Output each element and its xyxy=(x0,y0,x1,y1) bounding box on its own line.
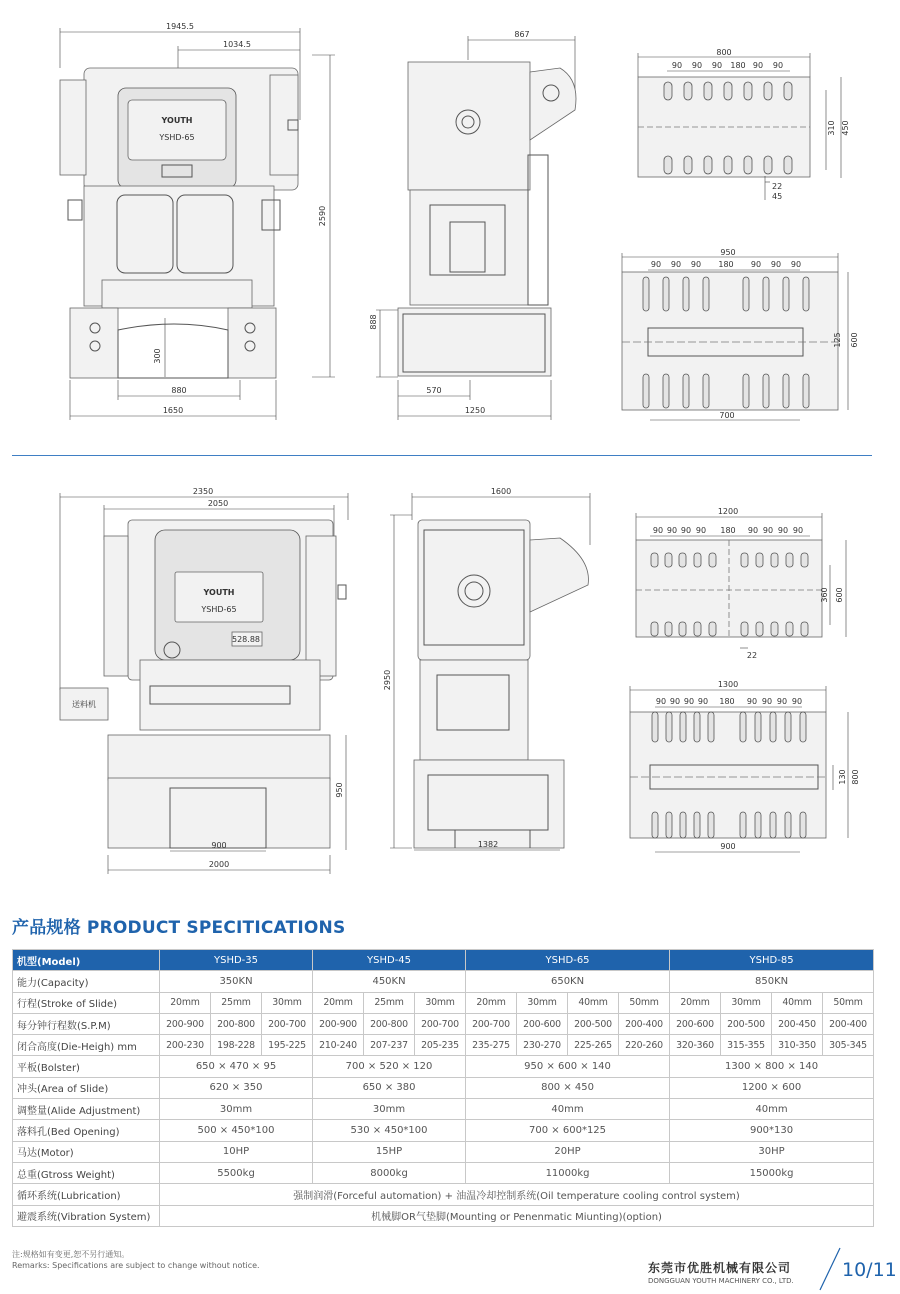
company-name-cn: 东莞市优胜机械有限公司 xyxy=(648,1261,792,1275)
spec-cell: 15000kg xyxy=(670,1162,874,1183)
spec-cell: 1300 × 800 × 140 xyxy=(670,1056,874,1077)
dim-label: 90 xyxy=(691,61,703,70)
dim-label: 600 xyxy=(850,332,859,348)
dim-label: 90 xyxy=(776,697,788,706)
nameplate-model: YSHD-65 xyxy=(201,605,237,614)
spec-row xyxy=(13,1120,874,1141)
company-name-en: DONGGUAN YOUTH MACHINERY CO., LTD. xyxy=(648,1277,794,1285)
spec-cell: 30mm xyxy=(313,1099,466,1120)
spec-table xyxy=(12,949,874,1227)
spec-row-label: 冲头(Area of Slide) xyxy=(13,1077,160,1098)
spec-cell: 200-900 xyxy=(313,1013,364,1034)
spec-cell: 200-450 xyxy=(772,1013,823,1034)
dim-label: 90 xyxy=(670,260,682,269)
spec-cell: 30mm xyxy=(721,992,772,1013)
dim-label: 900 xyxy=(720,842,736,851)
spec-cell: 1200 × 600 xyxy=(670,1077,874,1098)
display-readout: 528.88 xyxy=(232,635,260,644)
spec-cell: 200-900 xyxy=(160,1013,211,1034)
spec-cell: 235-275 xyxy=(466,1035,517,1056)
spec-cell: 230-270 xyxy=(517,1035,568,1056)
dim-label: 2950 xyxy=(383,669,392,691)
spec-row-label: 每分钟行程数(S.P.M) xyxy=(13,1013,160,1034)
dim-label: 90 xyxy=(790,260,802,269)
dim-label: 90 xyxy=(772,61,784,70)
dim-label: 1300 xyxy=(717,680,739,689)
dim-label: 880 xyxy=(171,386,187,395)
dim-label: 1600 xyxy=(490,487,512,496)
spec-cell: 320-360 xyxy=(670,1035,721,1056)
spec-row-label: 调整量(Alide Adjustment) xyxy=(13,1099,160,1120)
dim-label: 90 xyxy=(680,526,692,535)
slide-plan-drawing-top xyxy=(638,53,841,200)
spec-cell: 315-355 xyxy=(721,1035,772,1056)
nameplate-model: YSHD-65 xyxy=(159,133,195,142)
dim-label: 90 xyxy=(752,61,764,70)
spec-cell: 200-700 xyxy=(415,1013,466,1034)
spec-cell: 205-235 xyxy=(415,1035,466,1056)
dim-label: 1250 xyxy=(464,406,486,415)
spec-cell: 700 × 520 × 120 xyxy=(313,1056,466,1077)
spec-row-label: 循环系统(Lubrication) xyxy=(13,1184,160,1205)
spec-cell: 200-800 xyxy=(364,1013,415,1034)
spec-cell: 机械脚OR气垫脚(Mounting or Penenmatic Miunting)(option) xyxy=(160,1205,874,1226)
spec-row xyxy=(13,1162,874,1183)
spec-cell: 20mm xyxy=(466,992,517,1013)
footnote-en: Remarks: Specifications are subject to change without notice. xyxy=(12,1261,260,1270)
spec-cell: 210-240 xyxy=(313,1035,364,1056)
spec-table-body xyxy=(13,971,874,1227)
spec-cell: 40mm xyxy=(772,992,823,1013)
spec-cell: 30mm xyxy=(160,1099,313,1120)
bolster-plan-drawing-bottom xyxy=(630,686,848,852)
spec-cell: 650KN xyxy=(466,971,670,992)
front-view-drawing-bottom xyxy=(60,493,348,874)
dim-label: 90 xyxy=(770,260,782,269)
spec-cell: 40mm xyxy=(568,992,619,1013)
page-slash-decoration xyxy=(818,1246,842,1292)
spec-cell: 15HP xyxy=(313,1141,466,1162)
dim-label: 700 xyxy=(719,411,735,420)
dim-label: 180 xyxy=(730,61,746,70)
spec-cell: 198-228 xyxy=(211,1035,262,1056)
spec-row-label: 平板(Bolster) xyxy=(13,1056,160,1077)
spec-row-label: 避震系统(Vibration System) xyxy=(13,1205,160,1226)
spec-cell: 40mm xyxy=(466,1099,670,1120)
dim-label: 90 xyxy=(750,260,762,269)
dim-label: 2350 xyxy=(192,487,214,496)
spec-header-row xyxy=(13,950,874,971)
dim-label: 180 xyxy=(719,697,735,706)
spec-cell: 10HP xyxy=(160,1141,313,1162)
spec-cell: 200-700 xyxy=(262,1013,313,1034)
spec-cell: 30mm xyxy=(415,992,466,1013)
dim-label: 867 xyxy=(514,30,530,39)
spec-cell: 950 × 600 × 140 xyxy=(466,1056,670,1077)
company-block xyxy=(648,1259,794,1285)
dim-label: 180 xyxy=(718,260,734,269)
spec-cell: 20HP xyxy=(466,1141,670,1162)
spec-cell: 8000kg xyxy=(313,1162,466,1183)
spec-cell: 195-225 xyxy=(262,1035,313,1056)
dim-label: 1650 xyxy=(162,406,184,415)
spec-row-label: 闭合高度(Die-Heigh) mm xyxy=(13,1035,160,1056)
dim-label: 22 xyxy=(746,651,758,660)
header-yshd-45: YSHD-45 xyxy=(313,950,466,971)
spec-cell: 200-400 xyxy=(823,1013,874,1034)
spec-row xyxy=(13,1099,874,1120)
dim-label: 1382 xyxy=(477,840,499,849)
header-model: 机型(Model) xyxy=(13,950,160,971)
dim-label: 888 xyxy=(369,314,378,330)
spec-cell: 500 × 450*100 xyxy=(160,1120,313,1141)
spec-cell: 20mm xyxy=(160,992,211,1013)
spec-cell: 200-800 xyxy=(211,1013,262,1034)
spec-row-label: 落料孔(Bed Opening) xyxy=(13,1120,160,1141)
spec-row-label: 总重(Gtross Weight) xyxy=(13,1162,160,1183)
spec-row xyxy=(13,1035,874,1056)
dim-label: 90 xyxy=(695,526,707,535)
spec-cell: 450KN xyxy=(313,971,466,992)
dim-label: 90 xyxy=(762,526,774,535)
spec-cell: 200-600 xyxy=(670,1013,721,1034)
dim-label: 800 xyxy=(851,769,860,785)
spec-row xyxy=(13,992,874,1013)
page-number: 10/11 xyxy=(842,1259,897,1281)
spec-cell: 200-700 xyxy=(466,1013,517,1034)
dim-label: 90 xyxy=(697,697,709,706)
spec-title: 产品规格 PRODUCT SPECITICATIONS xyxy=(12,918,346,938)
spec-cell: 207-237 xyxy=(364,1035,415,1056)
dim-label: 1034.5 xyxy=(223,40,251,49)
spec-row-label: 行程(Stroke of Slide) xyxy=(13,992,160,1013)
spec-cell: 30mm xyxy=(262,992,313,1013)
spec-cell: 900*130 xyxy=(670,1120,874,1141)
dim-label: 1945.5 xyxy=(166,22,194,31)
dim-label: 90 xyxy=(792,526,804,535)
dim-label: 800 xyxy=(716,48,732,57)
spec-row xyxy=(13,1013,874,1034)
spec-row xyxy=(13,1205,874,1226)
dim-label: 90 xyxy=(669,697,681,706)
dim-label: 1200 xyxy=(717,507,739,516)
feeder-label: 送料机 xyxy=(72,700,96,709)
dim-label: 310 xyxy=(827,120,836,136)
dim-label: 90 xyxy=(777,526,789,535)
dim-label: 2590 xyxy=(318,205,327,227)
section-separator xyxy=(12,455,872,456)
spec-cell: 620 × 350 xyxy=(160,1077,313,1098)
spec-row xyxy=(13,1184,874,1205)
spec-cell: 强制润滑(Forceful automation) + 油温冷却控制系统(Oil temperature cooling control system) xyxy=(160,1184,874,1205)
spec-row xyxy=(13,1077,874,1098)
dim-label: 90 xyxy=(683,697,695,706)
spec-cell: 220-260 xyxy=(619,1035,670,1056)
nameplate-brand: YOUTH xyxy=(203,588,235,597)
dim-label: 950 xyxy=(335,782,344,798)
spec-cell: 200-500 xyxy=(721,1013,772,1034)
header-yshd-35: YSHD-35 xyxy=(160,950,313,971)
dim-label: 90 xyxy=(791,697,803,706)
dim-label: 90 xyxy=(650,260,662,269)
dim-label: 22 xyxy=(772,182,783,191)
spec-cell: 20mm xyxy=(313,992,364,1013)
spec-cell: 30HP xyxy=(670,1141,874,1162)
spec-cell: 30mm xyxy=(517,992,568,1013)
dim-label: 2000 xyxy=(208,860,230,869)
spec-cell: 800 × 450 xyxy=(466,1077,670,1098)
spec-row xyxy=(13,1141,874,1162)
dim-label: 180 xyxy=(720,526,736,535)
spec-cell: 650 × 380 xyxy=(313,1077,466,1098)
dim-label: 90 xyxy=(652,526,664,535)
nameplate-brand: YOUTH xyxy=(161,116,193,125)
dim-label: 130 xyxy=(838,769,847,785)
dim-label: 900 xyxy=(211,841,227,850)
side-view-drawing-top xyxy=(376,36,576,420)
dim-label: 90 xyxy=(711,61,723,70)
footnote xyxy=(12,1249,260,1271)
spec-cell: 310-350 xyxy=(772,1035,823,1056)
spec-cell: 850KN xyxy=(670,971,874,992)
spec-cell: 5500kg xyxy=(160,1162,313,1183)
spec-cell: 40mm xyxy=(670,1099,874,1120)
dim-label: 90 xyxy=(671,61,683,70)
spec-cell: 11000kg xyxy=(466,1162,670,1183)
dim-label: 90 xyxy=(655,697,667,706)
dim-label: 360 xyxy=(820,587,829,603)
spec-cell: 350KN xyxy=(160,971,313,992)
spec-cell: 700 × 600*125 xyxy=(466,1120,670,1141)
dim-label: 2050 xyxy=(207,499,229,508)
spec-cell: 25mm xyxy=(364,992,415,1013)
dim-label: 45 xyxy=(772,192,783,201)
dim-label: 125 xyxy=(833,332,842,348)
spec-cell: 50mm xyxy=(823,992,874,1013)
spec-cell: 200-600 xyxy=(517,1013,568,1034)
spec-row xyxy=(13,971,874,992)
spec-cell: 305-345 xyxy=(823,1035,874,1056)
footnote-cn: 注:规格如有变更,恕不另行通知。 xyxy=(12,1250,130,1259)
side-view-drawing-bottom xyxy=(390,493,590,850)
spec-row-label: 马达(Motor) xyxy=(13,1141,160,1162)
spec-cell: 20mm xyxy=(670,992,721,1013)
bolster-plan-drawing-top xyxy=(622,253,848,420)
dim-label: 90 xyxy=(690,260,702,269)
spec-row-label: 能力(Capacity) xyxy=(13,971,160,992)
dim-label: 90 xyxy=(761,697,773,706)
spec-cell: 200-500 xyxy=(568,1013,619,1034)
dim-label: 600 xyxy=(835,587,844,603)
dim-label: 570 xyxy=(426,386,442,395)
dim-label: 90 xyxy=(747,526,759,535)
spec-cell: 200-230 xyxy=(160,1035,211,1056)
header-yshd-85: YSHD-85 xyxy=(670,950,874,971)
header-yshd-65: YSHD-65 xyxy=(466,950,670,971)
spec-cell: 530 × 450*100 xyxy=(313,1120,466,1141)
dim-label: 90 xyxy=(746,697,758,706)
spec-cell: 200-400 xyxy=(619,1013,670,1034)
dim-label: 300 xyxy=(153,348,162,364)
spec-cell: 225-265 xyxy=(568,1035,619,1056)
spec-cell: 25mm xyxy=(211,992,262,1013)
dim-label: 90 xyxy=(666,526,678,535)
spec-cell: 650 × 470 × 95 xyxy=(160,1056,313,1077)
spec-row xyxy=(13,1056,874,1077)
dim-label: 450 xyxy=(841,120,850,136)
dim-label: 950 xyxy=(720,248,736,257)
front-view-drawing-top xyxy=(60,28,335,420)
spec-cell: 50mm xyxy=(619,992,670,1013)
